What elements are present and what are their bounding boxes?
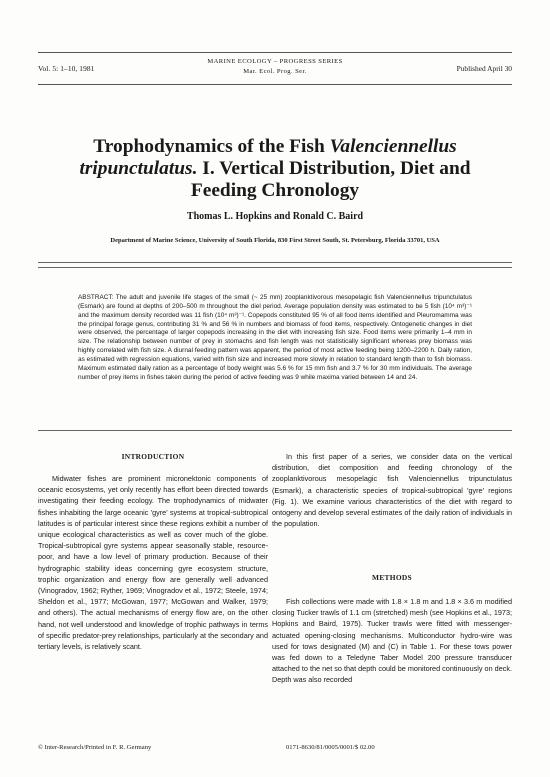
journal-abbrev: Mar. Ecol. Prog. Ser. bbox=[243, 68, 307, 75]
abstract bbox=[78, 294, 472, 382]
introduction-body bbox=[38, 473, 268, 652]
methods-heading: METHODS bbox=[372, 573, 412, 582]
paper-title: Trophodynamics of the Fish Valenciennellus tripunctulatus. I. Vertical Distribution, Diet and Feeding Chronology bbox=[79, 136, 471, 201]
journal-name: MARINE ECOLOGY – PROGRESS SERIES bbox=[207, 58, 343, 65]
divider-rule bbox=[38, 267, 512, 268]
right-intro-body bbox=[272, 451, 512, 529]
issn-footer: 0171-8630/81/0005/0001/$ 02.00 bbox=[286, 744, 375, 751]
top-rule bbox=[38, 52, 512, 53]
affiliation: Department of Marine Science, University of South Florida, 830 First Street South, St. Petersburg, Florida 33701, USA bbox=[110, 237, 440, 244]
divider-rule bbox=[38, 262, 512, 263]
species-epithet: tripunctulatus. bbox=[79, 158, 198, 179]
introduction-paragraph: Midwater fishes are prominent micronektonic components of oceanic ecosystems, yet only recently has effort been directed towards investigating their feeding ecology. The trophodynamics of midwater fishes inhabiting the large oceanic 'gyre' systems at tropical-subtropical latitudes is of particular interest since these regions exhibit a number of unique ecological characteristics as well as cover much of the globe. Tropical-subtropical gyre systems appear seasonally stable, resource-poor, and have a low level of primary production. Because of their hydrographic stability ideas concerning gyre ecosystem structure, trophic organization and energy flow are generally well advanced (Vinogradov, 1962; Ryther, 1969; Vinogradov et al., 1972; Steele, 1974; Sheldon et al., 1977; McGowan, 1977; McGowan and Walker, 1979; and others). The actual mechanisms of energy flow are, on the other hand, not well understood and knowledge of trophic pathways in terms of specific predator-prey relationships, particularly at the secondary and tertiary levels, is relatively scant. bbox=[38, 474, 268, 652]
genus-name: Valenciennellus bbox=[329, 136, 457, 157]
abstract-text: The adult and juvenile life stages of the small (~ 25 mm) zooplanktivorous mesopelagic fish Valenciennellus tripunctulatus (Esmark) are found at depths of 200–500 m throughout the diel period. Average population density was estimated to be 5 fish (10⁴ m³)⁻¹ and the maximum density recorded was 11 fish (10⁴ m³)⁻¹. Copepods constituted 95 % of all food items identified and Pleuromamma was the principal forage genus, contributing 31 % and 56 % in numbers and biomass of food items, respectively. Ontogenetic changes in diet were observed, the percentage of larger copepods increasing in the diet with increasing fish size. Food items were primarily 1–4 mm in size. The relationship between number of prey in stomachs and fish length was not statistically significant whereas prey biomass was highly correlated with fish size. A diurnal feeding pattern was apparent, the period of most active feeding being 1200–2200 h. Daily ration, as estimated with regression equations, varied with fish size and increased more slowly in relation to standard length than to fish biomass. Maximum estimated daily ration as a percentage of body weight was 5.6 % for 15 mm fish and 3.7 % for 30 mm individuals. The average number of prey items in fishes taken during the period of active feeding was 9 while maxima varied between 14 and 24. bbox=[78, 294, 472, 381]
right-intro-paragraph: In this first paper of a series, we consider data on the vertical distribution, diet composition and feeding chronology of the zooplanktivorous mesopelagic fish Valenciennellus tripunctulatus (Esmark), a characteristic species of tropical-subtropical 'gyre' regions (Fig. 1). We examine various characteristics of the diet with regard to ontogeny and develop several estimates of the daily ration of individuals in the population. bbox=[272, 452, 512, 529]
header-rule bbox=[38, 84, 512, 85]
publication-date: Published April 30 bbox=[456, 64, 512, 73]
abstract-rule bbox=[38, 430, 512, 431]
methods-paragraph: Fish collections were made with 1.8 × 1.8 m and 1.8 × 3.6 m modified closing Tucker trawls of 1.1 cm (stretched) mesh (see Hopkins et al., 1973; Hopkins and Baird, 1975). Tucker trawls were fitted with messenger-actuated opening-closing mechanisms. Multiconductor hydro-wire was used for tows designated (M) and (C) in Table 1. For these tows power was fed down to a Teledyne Taber Model 200 pressure transducer attached to the net so that depth could be monitored continuously on deck. Depth was also recorded bbox=[272, 597, 512, 685]
volume-info: Vol. 5: 1–10, 1981 bbox=[38, 64, 95, 73]
authors: Thomas L. Hopkins and Ronald C. Baird bbox=[186, 211, 364, 222]
introduction-heading: INTRODUCTION bbox=[121, 452, 185, 461]
abstract-label: ABSTRACT: bbox=[78, 294, 114, 301]
methods-body bbox=[272, 596, 512, 686]
copyright-footer: © Inter-Research/Printed in F. R. Germany bbox=[38, 744, 152, 751]
